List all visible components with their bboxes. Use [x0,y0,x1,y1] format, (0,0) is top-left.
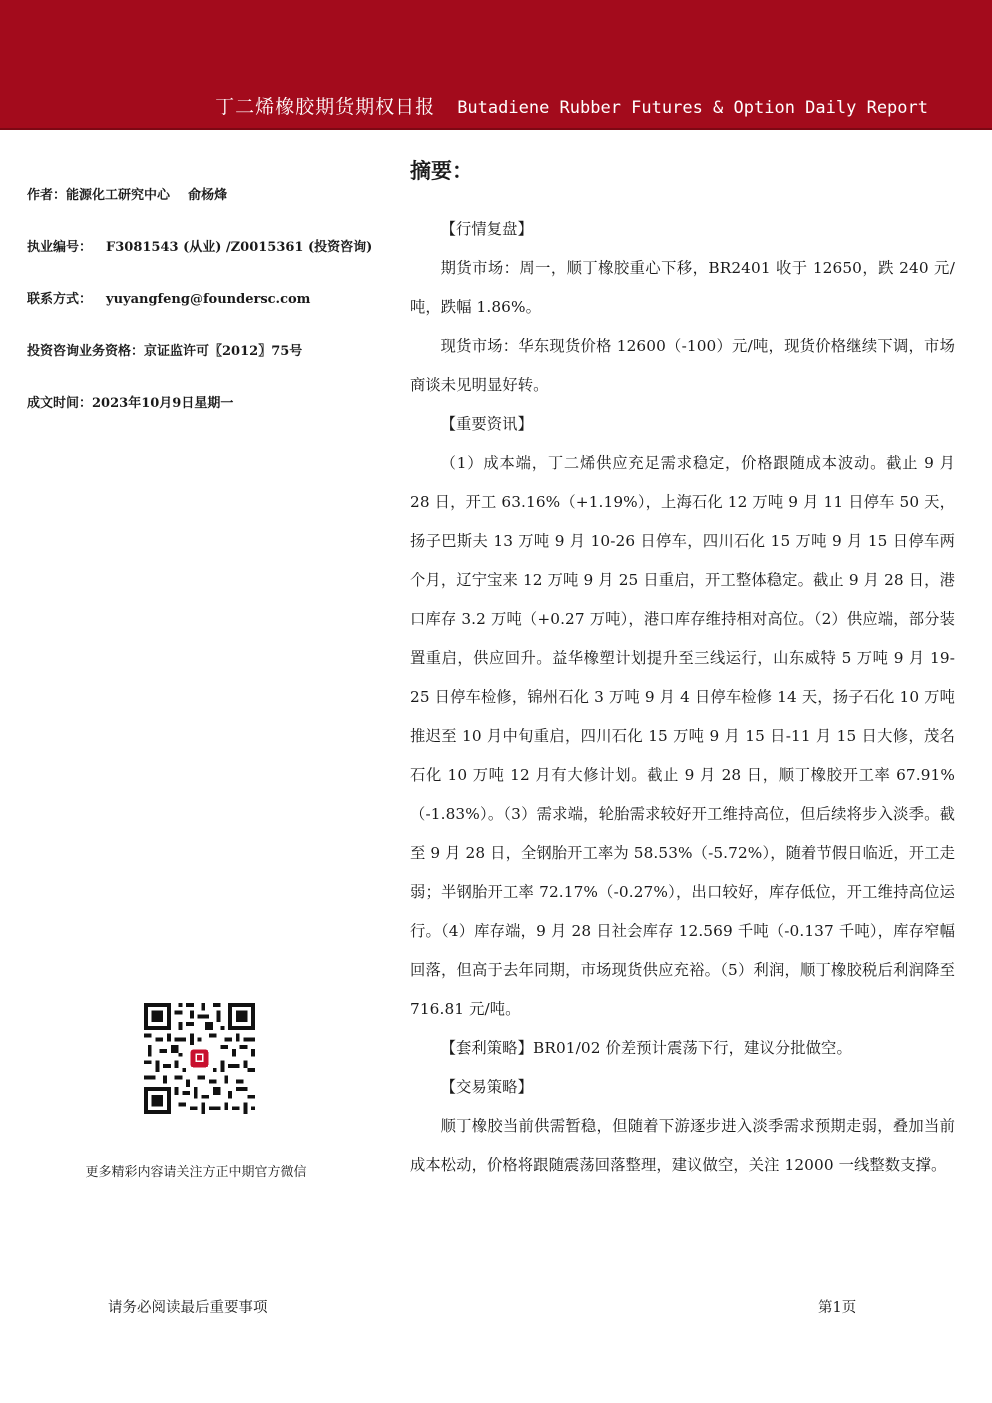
wechat-qr-code [144,1003,255,1114]
arbitrage-tag: 【套利策略】 [440,1039,533,1057]
license-value: F3081543 (从业) /Z0015361 (投资咨询) [106,240,373,255]
contact-label: 联系方式： [27,292,93,307]
contact-email[interactable]: yuyangfeng@foundersc.com [106,292,311,307]
license-row [27,238,387,258]
news-tag: 【重要资讯】 [440,415,533,433]
trading-tag: 【交易策略】 [440,1078,533,1096]
trading-paragraph: 顺丁橡胶当前供需暂稳，但随着下游逐步进入淡季需求预期走弱，叠加当前成本松动，价格将跟随震荡回落整理，建议做空，关注 12000 一线整数支撑。 [410,1117,955,1174]
license-label: 执业编号： [27,240,93,255]
arbitrage-paragraph [410,1029,955,1068]
author-row [27,186,387,206]
summary-title: 摘要： [410,159,473,183]
contact-row [27,290,387,310]
date-row [27,394,387,414]
date-label: 成文时间： [27,396,93,411]
summary-section [410,156,955,1185]
header-divider [0,128,992,130]
news-paragraph: （1）成本端，丁二烯供应充足需求稳定，价格跟随成本波动。截止 9 月 28 日，开工 63.16%（+1.19%），上海石化 12 万吨 9 月 11 日停车 50 天，扬子巴斯夫 13 万吨 9 月 10-26 日停车，四川石化 15 万吨 9 月 15 日停车两个月，辽宁宝来 12 万吨 9 月 25 日重启，开工整体稳定。截止 9 月 28 日，港口库存 3.2 万吨（+0.27 万吨），港口库存维持相对高位。（2）供应端，部分装置重启，供应回升。益华橡塑计划提升至三线运行，山东威特 5 万吨 9 月 19-25 日停车检修，锦州石化 3 万吨 9 月 4 日停车检修 14 天，扬子石化 10 万吨推迟至 10 月中旬重启，四川石化 15 万吨 9 月 15 日-11 月 15 日大修，茂名石化 10 万吨 12 月有大修计划。截止 9 月 28 日，顺丁橡胶开工率 67.91%（-1.83%）。（3）需求端，轮胎需求较好开工维持高位，但后续将步入淡季。截至 9 月 28 日，全钢胎开工率为 58.53%（-5.72%），随着节假日临近，开工走弱；半钢胎开工率 72.17%（-0.27%），出口较好，库存低位，开工维持高位运行。（4）库存端，9 月 28 日社会库存 12.569 千吨（-0.137 千吨），库存窄幅回落，但高于去年同期，市场现货供应充裕。（5）利润，顺丁橡胶税后利润降至 716.81 元/吨。 [410,454,955,1018]
page-number: 第1页 [818,1300,857,1316]
qualification-value: 京证监许可〖2012〗75号 [144,344,303,359]
futures-market-paragraph: 期货市场：周一，顺丁橡胶重心下移，BR2401 收于 12650，跌 240 元/吨，跌幅 1.86%。 [410,259,955,316]
footer-notice: 请务必阅读最后重要事项 [108,1300,268,1316]
author-info-panel [27,186,387,446]
report-title [215,92,928,119]
qr-caption: 更多精彩内容请关注方正中期官方微信 [85,1165,307,1180]
qualification-label: 投资咨询业务资格： [27,344,145,359]
header-banner [0,0,992,128]
arbitrage-body: BR01/02 价差预计震荡下行，建议分批做空。 [532,1039,852,1057]
company-logo-icon [191,1050,209,1068]
date-value: 2023年10月9日星期一 [92,396,234,411]
author-value: 能源化工研究中心 俞杨烽 [66,188,228,203]
author-label: 作者： [27,188,67,203]
report-title-en: Butadiene Rubber Futures & Option Daily Report [457,98,928,118]
qualification-row [27,342,387,362]
spot-market-paragraph: 现货市场：华东现货价格 12600（-100）元/吨，现货价格继续下调，市场商谈未见明显好转。 [410,337,955,394]
market-review-tag: 【行情复盘】 [440,220,533,238]
report-title-cn: 丁二烯橡胶期货期权日报 [215,96,436,118]
